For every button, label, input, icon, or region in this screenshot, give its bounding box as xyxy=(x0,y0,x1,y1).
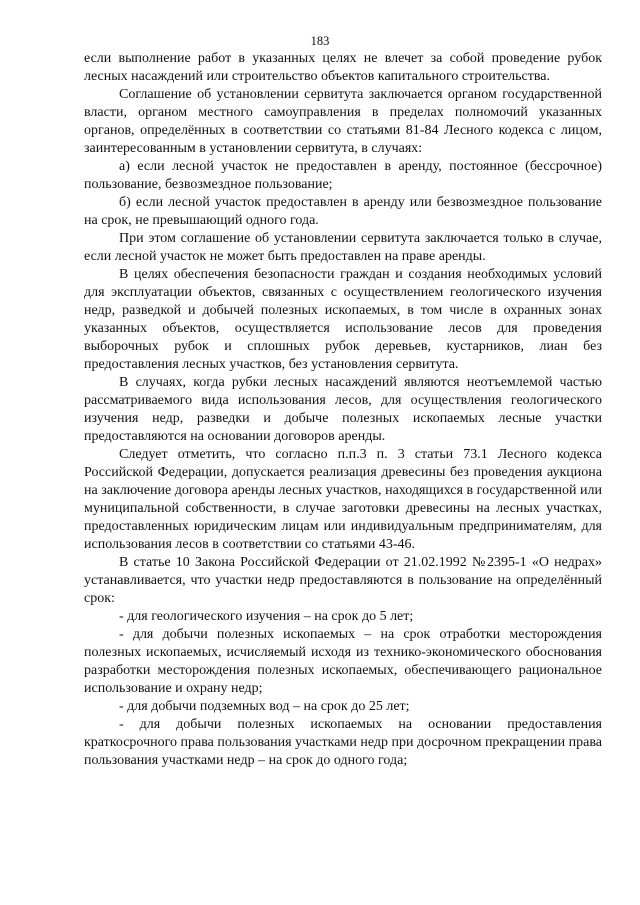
paragraph-servitude-lease: При этом соглашение об установлении сервитута заключается только в случае, если лесной участок не может быть предоставлен на праве аренды. xyxy=(84,231,602,264)
paragraph-safety-purposes: В целях обеспечения безопасности граждан и создания необходимых условий для эксплуатации объектов, связанных с осуществлением геологического изучения недр, разведкой и добычей полезных ископаемых, в том числе в охранных зонах указанных объектов, осуществляется использование лесов для проведения выборочных рубок и сплошных рубок деревьев, кустарников, лиан без предоставления лесных участков, без установления сервитута. xyxy=(84,267,602,372)
dash-item-groundwater: - для добычи подземных вод – на срок до 25 лет; xyxy=(119,699,410,714)
dash-item-geological-study: - для геологического изучения – на срок до 5 лет; xyxy=(119,609,414,624)
list-item-b: б) если лесной участок предоставлен в аренду или безвозмездное пользование на срок, не превышающий одного года. xyxy=(84,195,602,228)
dash-item-mineral-extraction: - для добычи полезных ископаемых – на срок отработки месторождения полезных ископаемых, исчисляемый исходя из технико-экономического обоснования разработки месторождения полезных ископаемых, обеспечивающего рациональное использование и охрану недр; xyxy=(84,627,602,696)
paragraph-servitude-agreement: Соглашение об установлении сервитута заключается органом государственной власти, органом местного самоуправления в пределах полномочий указанных органов, определённых в соответствии со статьями 81-84 Лесного кодекса с лицом, заинтересованным в установлении сервитута, в случаях: xyxy=(84,87,602,156)
paragraph-subsoil-law: В статье 10 Закона Российской Федерации от 21.02.1992 №2395-1 «О недрах» устанавливается, что участки недр предоставляются в пользование на определённый срок: xyxy=(84,555,602,606)
paragraph-timber-sale: Следует отметить, что согласно п.п.3 п. 3 статьи 73.1 Лесного кодекса Российской Федерации, допускается реализация древесины без проведения аукциона на заключение договора аренды лесных участков, находящихся в государственной или муниципальной собственности, в случае заготовки древесины на лесных участках, предоставленных юридическим лицам или индивидуальным предпринимателям, для использования лесов в соответствии со статьями 43-46. xyxy=(84,447,602,552)
dash-item-short-term: - для добычи полезных ископаемых на основании предоставления краткосрочного права пользования участками недр при досрочном прекращении права пользования участками недр – на срок до одного года; xyxy=(84,717,602,768)
paragraph-continuation: если выполнение работ в указанных целях не влечет за собой проведение рубок лесных насаждений или строительство объектов капитального строительства. xyxy=(84,51,602,84)
page-number: 183 xyxy=(310,34,330,48)
document-body xyxy=(84,50,602,770)
list-item-a: а) если лесной участок не предоставлен в аренду, постоянное (бессрочное) пользование, безвозмездное пользование; xyxy=(84,159,602,192)
paragraph-logging-cases: В случаях, когда рубки лесных насаждений являются неотъемлемой частью рассматриваемого вида использования лесов, для осуществления геологического изучения недр, разведки и добыче полезных ископаемых лесные участки предоставляются на основании договоров аренды. xyxy=(84,375,602,444)
